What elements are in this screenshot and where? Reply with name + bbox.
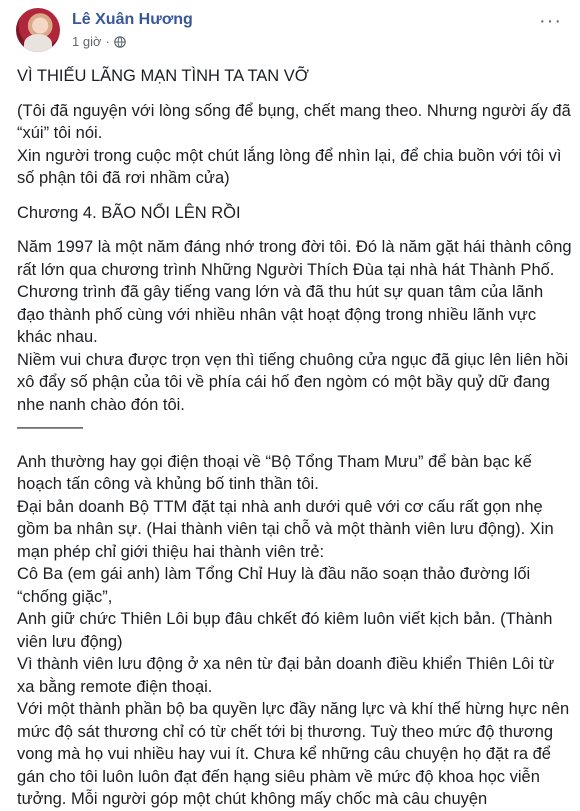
paragraph: Với một thành phần bộ ba quyền lực đầy năng lực và khí thế hừng hực nên mức độ sát thương chỉ có từ chết tới bị thương. Tuỳ theo mức độ thương vong mà họ vui nhiều hay vui ít. Chưa kể những câu chuyện họ đặt ra để gán cho tôi luôn luôn đạt đến hạng siêu phàm về mức độ khoa học viễn tưởng. Mỗi người góp một chút không mấy chốc mà câu chuyện [17,700,570,808]
chapter-heading: Chương 4. BÃO NỔI LÊN RỒI [17,203,241,222]
paragraph: Cô Ba (em gái anh) làm Tổng Chỉ Huy là đầu não soạn thảo đường lối “chống giặc”, [17,565,531,606]
intro-line: (Tôi đã nguyện với lòng sống để bụng, chết mang theo. Nhưng người ấy đã “xúi” tôi nói. [17,101,571,142]
paragraph: Năm 1997 là một năm đáng nhớ trong đời tôi. Đó là năm gặt hái thành công rất lớn qua chương trình Những Người Thích Đùa tại nhà hát Thành Phố. Chương trình đã gây tiếng vang lớn và đã thu hút sự quan tâm của lãnh đạo thành phố cùng với nhiều nhân vật hoạt động trong nhiều lãnh vực khác nhau. [17,238,572,346]
post-header [0,0,580,60]
globe-icon[interactable] [114,36,126,48]
avatar[interactable] [16,8,60,52]
post-title: VÌ THIẾU LÃNG MẠN TÌNH TA TAN VỠ [17,67,309,85]
meta-separator: · [105,34,110,49]
post-time[interactable]: 1 giờ [72,34,102,49]
paragraph: Vì thành viên lưu động ở xa nên từ đại bản doanh điều khiển Thiên Lôi từ xa bằng remote điện thoại. [17,655,555,696]
paragraph: Đại bản doanh Bộ TTM đặt tại nhà anh dưới quê với cơ cấu rất gọn nhẹ gồm ba nhân sự. (Hai thành viên tại chỗ và một thành viên lưu động). Xin mạn phép chỉ giới thiệu hai thành viên trẻ: [17,497,554,561]
post-content [17,61,575,811]
more-options-icon[interactable]: ··· [539,10,562,32]
intro-line: Xin người trong cuộc một chút lắng lòng để nhìn lại, để chia buồn với tôi vì số phận tôi đã rơi nhầm cửa) [17,146,562,187]
post-meta [72,34,126,49]
paragraph: Anh thường hay gọi điện thoại về “Bộ Tổng Tham Mưu” để bàn bạc kế hoạch tấn công và khủng bố tinh thần tôi. [17,452,532,493]
divider-line: ———— [17,418,83,436]
paragraph: Niềm vui chưa được trọn vẹn thì tiếng chuông cửa ngục đã giục lên liên hồi xô đẩy số phận của tôi về phía cái hố đen ngòm có một bầy quỷ dữ đang nhe nanh chào đón tôi. [17,350,569,414]
paragraph: Anh giữ chức Thiên Lôi bụp đâu chkết đó kiêm luôn viết kịch bản. (Thành viên lưu động) [17,610,553,651]
author-name[interactable]: Lê Xuân Hương [72,11,193,28]
